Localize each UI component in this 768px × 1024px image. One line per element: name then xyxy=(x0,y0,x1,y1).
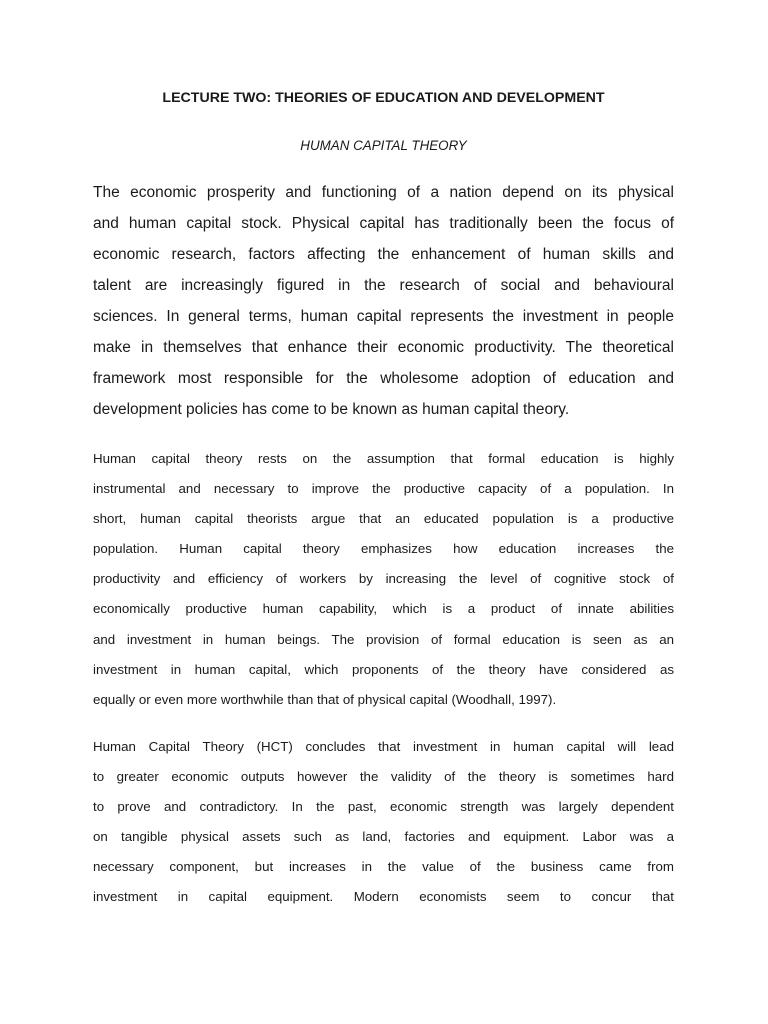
paragraph-line: economic research, factors affecting the enhancement of human skills and xyxy=(93,246,674,263)
paragraph-2 xyxy=(93,446,674,717)
paragraph-line: investment in human capital, which proponents of the theory have considered as xyxy=(93,661,674,677)
paragraph-3 xyxy=(93,734,674,915)
paragraph-line: to prove and contradictory. In the past, economic strength was largely dependent xyxy=(93,799,674,815)
paragraph-line: Human capital theory rests on the assumption that formal education is highly xyxy=(93,451,674,466)
paragraph-line: instrumental and necessary to improve the productive capacity of a population. In xyxy=(93,481,674,497)
paragraph-line: make in themselves that enhance their economic productivity. The theoretical xyxy=(93,339,674,356)
paragraph-line: Human Capital Theory (HCT) concludes that investment in human capital will lead xyxy=(93,739,674,754)
lecture-title: LECTURE TWO: THEORIES OF EDUCATION AND DEVELOPMENT xyxy=(162,90,605,106)
paragraph-line: sciences. In general terms, human capital represents the investment in people xyxy=(93,308,674,325)
paragraph-line: to greater economic outputs however the validity of the theory is sometimes hard xyxy=(93,769,674,785)
paragraph-1 xyxy=(93,178,674,426)
paragraph-line: and investment in human beings. The provision of formal education is seen as an xyxy=(93,631,674,647)
paragraph-line: economically productive human capability, which is a product of innate abilities xyxy=(93,601,674,617)
paragraph-line: framework most responsible for the wholesome adoption of education and xyxy=(93,370,674,387)
section-subtitle: HUMAN CAPITAL THEORY xyxy=(300,138,467,153)
paragraph-line: investment in capital equipment. Modern economists seem to concur that xyxy=(93,889,674,905)
paragraph-line: population. Human capital theory emphasizes how education increases the xyxy=(93,541,674,557)
paragraph-line: on tangible physical assets such as land, factories and equipment. Labor was a xyxy=(93,829,674,845)
paragraph-line: equally or even more worthwhile than that of physical capital (Woodhall, 1997). xyxy=(93,691,557,707)
paragraph-line: necessary component, but increases in the value of the business came from xyxy=(93,859,674,875)
paragraph-line: productivity and efficiency of workers by increasing the level of cognitive stock of xyxy=(93,571,674,587)
paragraph-line: talent are increasingly figured in the research of social and behavioural xyxy=(93,277,674,294)
paragraph-line: The economic prosperity and functioning of a nation depend on its physical xyxy=(93,184,674,201)
paragraph-line: development policies has come to be known as human capital theory. xyxy=(93,401,570,418)
paragraph-line: short, human capital theorists argue that an educated population is a productive xyxy=(93,511,674,527)
paragraph-line: and human capital stock. Physical capital has traditionally been the focus of xyxy=(93,215,674,232)
